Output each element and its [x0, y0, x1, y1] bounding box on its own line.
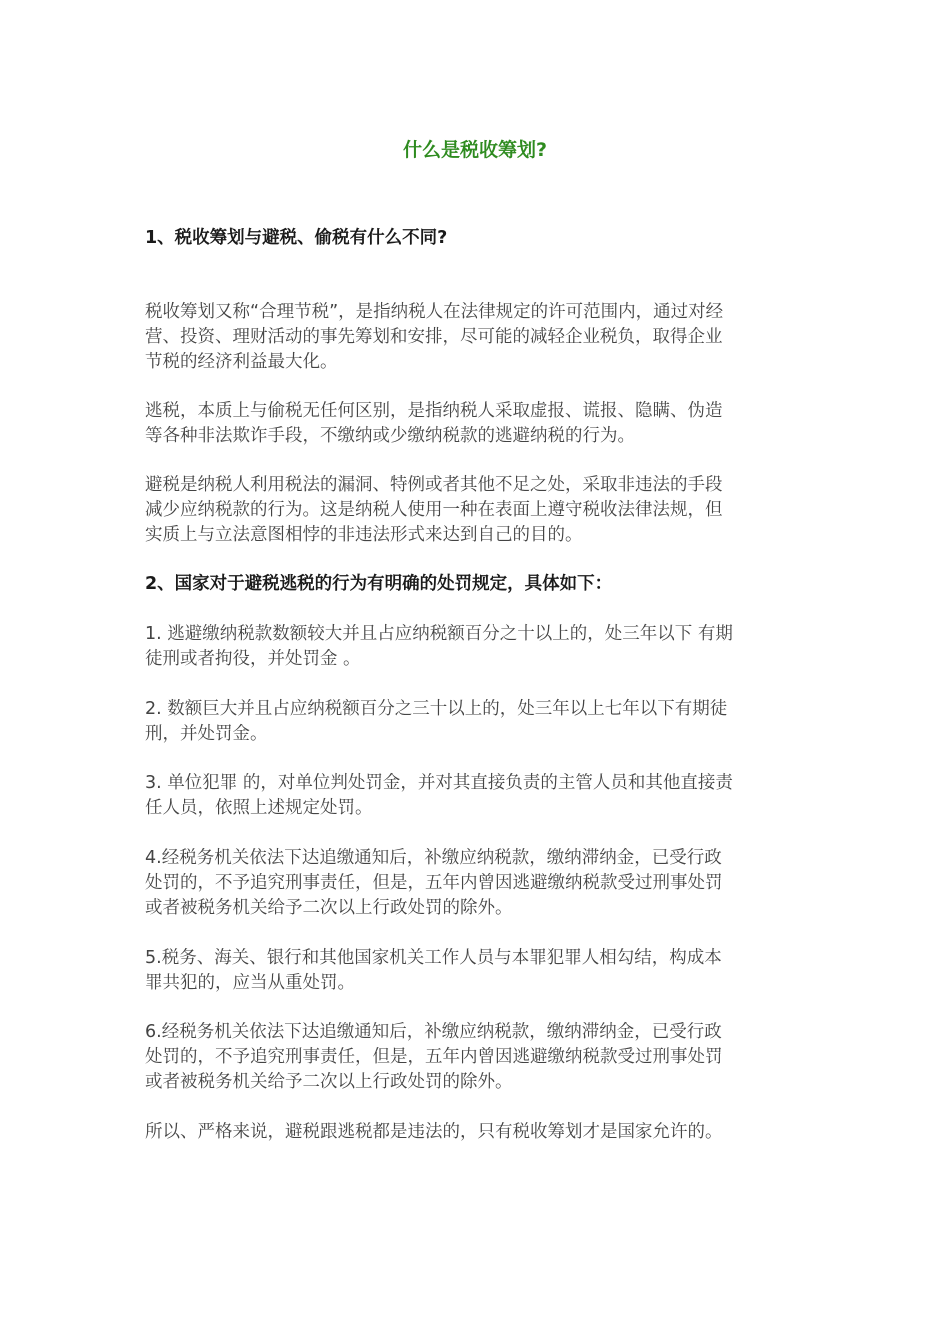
paragraph-line: 避税是纳税人利用税法的漏洞、特例或者其他不足之处，采取非违法的手段 [145, 475, 723, 495]
paragraph-tax-planning [145, 300, 810, 375]
paragraph-line: 实质上与立法意图相悖的非违法形式来达到自己的目的。 [145, 525, 583, 545]
paragraph-line: 等各种非法欺诈手段，不缴纳或少缴纳税款的逃避纳税的行为。 [145, 426, 635, 446]
page-title: 什么是税收筹划? [402, 139, 548, 161]
penalty-item-6 [145, 1020, 810, 1095]
paragraph-line: 逃税，本质上与偷税无任何区别，是指纳税人采取虚报、谎报、隐瞒、伪造 [145, 401, 723, 421]
paragraph-line: 2. 数额巨大并且占应纳税额百分之三十以上的，处三年以上七年以下有期徒 [145, 699, 728, 719]
paragraph-line: 罪共犯的，应当从重处罚。 [145, 973, 355, 993]
paragraph-line: 节税的经济利益最大化。 [145, 352, 338, 372]
section-2-heading: 2、国家对于避税逃税的行为有明确的处罚规定，具体如下： [145, 574, 613, 594]
paragraph-line: 处罚的，不予追究刑事责任，但是，五年内曾因逃避缴纳税款受过刑事处罚 [145, 873, 723, 893]
paragraph-tax-evasion [145, 399, 810, 449]
paragraph-line: 1. 逃避缴纳税款数额较大并且占应纳税额百分之十以上的，处三年以下 有期 [145, 624, 733, 644]
paragraph-line: 任人员，依照上述规定处罚。 [145, 798, 373, 818]
penalty-item-2 [145, 697, 810, 747]
paragraph-line: 刑，并处罚金。 [145, 724, 268, 744]
penalty-item-1 [145, 622, 810, 672]
paragraph-line: 3. 单位犯罪 的，对单位判处罚金，并对其直接负责的主管人员和其他直接责 [145, 773, 733, 793]
paragraph-line: 徒刑或者拘役，并处罚金 。 [145, 649, 361, 669]
section-1-heading: 1、税收筹划与避税、偷税有什么不同? [145, 228, 448, 248]
paragraph-line: 或者被税务机关给予二次以上行政处罚的除外。 [145, 898, 513, 918]
paragraph-line: 营、投资、理财活动的事先筹划和安排，尽可能的减轻企业税负，取得企业 [145, 327, 723, 347]
penalty-item-4 [145, 846, 810, 921]
penalty-item-5 [145, 946, 810, 996]
conclusion-paragraph [145, 1120, 810, 1145]
paragraph-line: 税收筹划又称“合理节税”，是指纳税人在法律规定的许可范围内，通过对经 [145, 302, 724, 322]
paragraph-line: 所以、严格来说，避税跟逃税都是违法的，只有税收筹划才是国家允许的。 [145, 1122, 723, 1142]
paragraph-line: 6.经税务机关依法下达追缴通知后，补缴应纳税款，缴纳滞纳金，已受行政 [145, 1022, 722, 1042]
paragraph-line: 4.经税务机关依法下达追缴通知后，补缴应纳税款，缴纳滞纳金，已受行政 [145, 848, 722, 868]
paragraph-line: 减少应纳税款的行为。这是纳税人使用一种在表面上遵守税收法律法规，但 [145, 500, 723, 520]
penalty-item-3 [145, 771, 810, 821]
paragraph-line: 处罚的，不予追究刑事责任，但是，五年内曾因逃避缴纳税款受过刑事处罚 [145, 1047, 723, 1067]
paragraph-tax-avoidance [145, 473, 810, 548]
paragraph-line: 或者被税务机关给予二次以上行政处罚的除外。 [145, 1072, 513, 1092]
paragraph-line: 5.税务、海关、银行和其他国家机关工作人员与本罪犯罪人相勾结，构成本 [145, 948, 722, 968]
